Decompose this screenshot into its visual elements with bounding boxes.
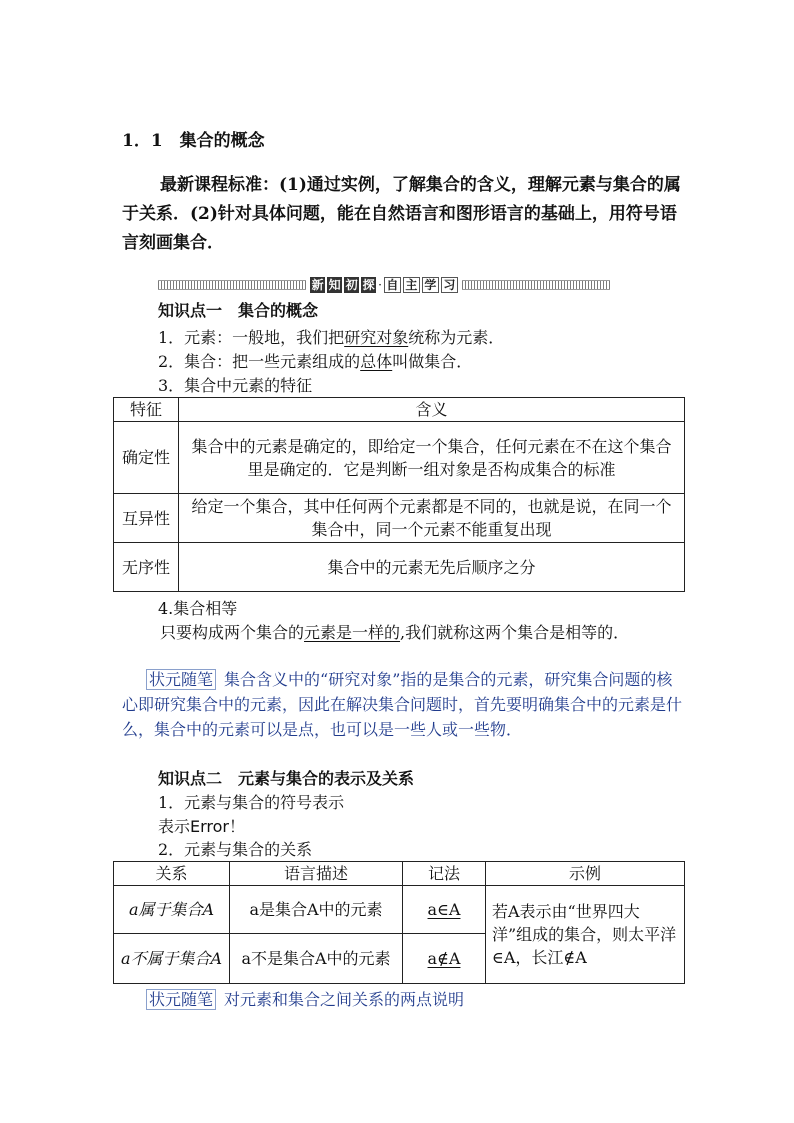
kp2-item2: 2．元素与集合的关系: [158, 840, 313, 859]
banner-char: 知: [328, 278, 341, 292]
note-tag: 状元随笔: [146, 989, 216, 1010]
kp1-item1-text: 1．元素：一般地，我们把: [158, 328, 345, 347]
table-row: [114, 543, 685, 592]
banner-dot: ·: [378, 278, 382, 292]
banner-char: 学: [422, 277, 439, 293]
kp2-item1b: 表示Error！: [158, 817, 246, 836]
table-header: 语言描述: [230, 862, 403, 886]
table-header: 记法: [403, 862, 486, 886]
banner-badge: [310, 277, 458, 293]
kp1-item4: 4.集合相等: [158, 599, 238, 618]
table-cell: 确定性: [114, 422, 179, 494]
table-header: 含义: [179, 398, 685, 422]
banner-rule-left: [158, 280, 306, 290]
kp1-item2: [158, 350, 472, 373]
kp1-item2-text: 2．集合：把一些元素组成的: [158, 352, 361, 371]
kp1-item4-body: [122, 621, 682, 644]
kp1-item3: 3．集合中元素的特征: [158, 376, 313, 395]
table-cell: 给定一个集合，其中任何两个元素都是不同的，也就是说，在同一个集合中，同一个元素不能重复出现: [179, 494, 685, 543]
table-cell: 互异性: [114, 494, 179, 543]
kp1-item1-text: 统称为元素．: [408, 328, 505, 347]
kp2-heading: 知识点二 元素与集合的表示及关系: [158, 769, 415, 788]
banner-char: 主: [403, 277, 420, 293]
table-cell: 集合中的元素无先后顺序之分: [179, 543, 685, 592]
table-row: [114, 494, 685, 543]
kp1-item4-text: 只要构成两个集合的: [160, 623, 305, 642]
kp1-item1: [158, 326, 504, 349]
kp1-item2-blank: 总体: [360, 352, 393, 371]
table-cell: 无序性: [114, 543, 179, 592]
note-text: 集合含义中的“研究对象”指的是集合的元素，研究集合问题的核心即研究集合中的元素，因此在解决集合问题时，首先要明确集合中的元素是什么，集合中的元素可以是点，也可以是一些人或一些物．: [122, 670, 683, 739]
table-cell: a是集合A中的元素: [230, 886, 403, 934]
table-header-row: [114, 862, 685, 886]
kp1-item4-blank: 元素是一样的: [304, 623, 401, 642]
relation-table: [113, 861, 685, 984]
note-tag: 状元随笔: [146, 669, 216, 690]
note-text: 对元素和集合之间关系的两点说明: [224, 990, 465, 1009]
banner-char: 初: [345, 278, 358, 292]
table-cell: a不是集合A中的元素: [230, 934, 403, 984]
table-header: 关系: [114, 862, 230, 886]
features-table: [113, 397, 685, 592]
kp1-heading: 知识点一 集合的概念: [158, 301, 319, 320]
banner-char: 自: [384, 277, 401, 293]
table-row: [114, 422, 685, 494]
banner-char: 探: [362, 278, 375, 292]
curriculum-standard: 最新课程标准：(1)通过实例，了解集合的含义，理解元素与集合的属于关系．(2)针对具体问题，能在自然语言和图形语言的基础上，用符号语言刻画集合．: [122, 175, 681, 253]
page-title: 1．1 集合的概念: [122, 131, 265, 151]
table-header: 特征: [114, 398, 179, 422]
banner-rule-right: [462, 280, 610, 290]
kp2-item1: 1．元素与集合的符号表示: [158, 793, 345, 812]
study-note-2: [122, 987, 682, 1012]
section-banner: [158, 274, 610, 296]
table-cell: a∉A: [403, 934, 486, 984]
kp1-item4-text: ,我们就称这两个集合是相等的．: [400, 623, 630, 642]
table-header-row: [114, 398, 685, 422]
table-row: [114, 886, 685, 934]
table-cell: 集合中的元素是确定的，即给定一个集合，任何元素在不在这个集合里是确定的．它是判断一组对象是否构成集合的标准: [179, 422, 685, 494]
study-note-1: [122, 667, 682, 742]
banner-char: 习: [441, 277, 458, 293]
kp1-item2-text: 叫做集合．: [392, 352, 473, 371]
table-cell: 若A表示由“世界四大洋”组成的集合，则太平洋∈A，长江∉A: [486, 886, 685, 984]
table-cell: a不属于集合A: [114, 934, 230, 984]
kp1-item1-blank: 研究对象: [344, 328, 409, 347]
table-cell: a∈A: [403, 886, 486, 934]
table-header: 示例: [486, 862, 685, 886]
table-cell: a属于集合A: [114, 886, 230, 934]
banner-char: 新: [311, 278, 324, 292]
